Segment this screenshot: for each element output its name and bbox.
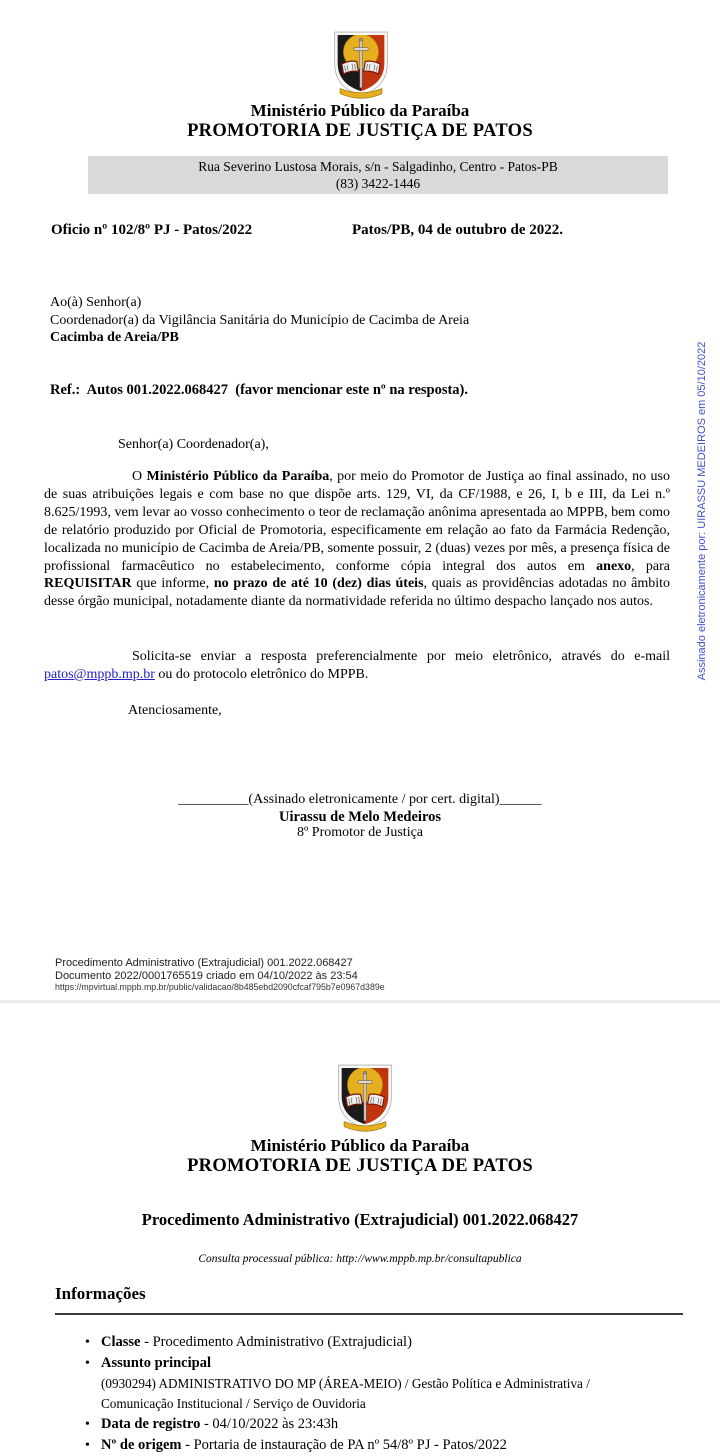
city-date: Patos/PB, 04 de outubro de 2022.: [352, 222, 563, 238]
signature-role: 8º Promotor de Justiça: [296, 825, 424, 840]
signature-line: __________(Assinado eletronicamente / por cert. digital)______: [178, 792, 542, 807]
ref-line: Ref.: Autos 001.2022.068427 (favor mencionar este nº na resposta).: [50, 382, 469, 398]
signed-note-vertical: Assinado eletronicamente por: UIRASSU MEDEIROS em 05/10/2022: [696, 341, 708, 681]
recipient-block: [50, 294, 469, 347]
item-detail: (0930294) ADMINISTRATIVO DO MP (ÁREA-MEIO) / Gestão Política e Administrativa / Comunicação Institucional / Serviço de Ouvidoria: [101, 1376, 590, 1411]
body-bold: anexo: [596, 558, 632, 574]
mppb-crest-icon: [333, 1063, 397, 1135]
item-label: Data de registro: [101, 1416, 201, 1432]
body-text: Solicita-se enviar a resposta preferencialmente por meio eletrônico, através do e-mail: [132, 649, 670, 664]
list-item-data-registro: [85, 1414, 670, 1435]
info-heading: Informações: [55, 1284, 146, 1303]
recipient-city: Cacimba de Areia/PB: [50, 330, 179, 345]
consulta-line: Consulta processual pública: http://www.mppb.mp.br/consultapublica: [198, 1253, 522, 1265]
body-text: , quais as providências adotadas no âmbito desse órgão municipal, notadamente diante da normatividade referida no último despacho lançado nos autos.: [44, 576, 670, 610]
mppb-crest-icon: [329, 30, 393, 102]
closing: Atenciosamente,: [128, 703, 222, 718]
body-text: que informe,: [131, 576, 214, 592]
proc-title: Procedimento Administrativo (Extrajudicial) 001.2022.068427: [141, 1210, 579, 1229]
body-text: O: [132, 469, 147, 484]
body-bold: Ministério Público da Paraíba: [146, 469, 330, 484]
page-divider: [0, 1000, 720, 1003]
body-text: ou do protocolo eletrônico do MPPB.: [154, 666, 369, 682]
item-label: Assunto principal: [101, 1355, 211, 1371]
dept-title: PROMOTORIA DE JUSTIÇA DE PATOS: [187, 121, 533, 141]
oficio-number: Oficio nº 102/8º PJ - Patos/2022: [51, 222, 253, 238]
footer-proc-line: Procedimento Administrativo (Extrajudicial) 001.2022.068427: [55, 957, 353, 969]
signature-name: Uirassu de Melo Medeiros: [278, 808, 442, 825]
org-title: Ministério Público da Paraíba: [250, 101, 470, 120]
signature-block: [0, 792, 720, 842]
org-title: Ministério Público da Paraíba: [250, 1136, 470, 1155]
info-rule: [55, 1313, 683, 1315]
body-paragraph-2: [44, 648, 670, 684]
address-line: Rua Severino Lustosa Morais, s/n - Salgadinho, Centro - Patos-PB: [198, 159, 558, 174]
dept-title: PROMOTORIA DE JUSTIÇA DE PATOS: [187, 1156, 533, 1176]
list-item-assunto: [85, 1353, 670, 1414]
body-bold: REQUISITAR: [44, 576, 132, 592]
footer-doc-line: Documento 2022/0001765519 criado em 04/10/2022 às 23:54: [55, 969, 358, 982]
list-item-classe: [85, 1332, 670, 1353]
document-footer: [55, 957, 385, 993]
item-value: - Procedimento Administrativo (Extrajudicial): [140, 1334, 412, 1350]
item-value: - Portaria de instauração de PA nº 54/8º PJ - Patos/2022: [181, 1437, 507, 1453]
body-bold: no prazo de até 10 (dez) dias úteis: [213, 576, 424, 592]
item-label: Nº de origem: [101, 1437, 182, 1453]
salutation: Senhor(a) Coordenador(a),: [118, 437, 269, 452]
list-item-num-origem: [85, 1435, 670, 1456]
body-text: , para: [631, 558, 670, 574]
email-link[interactable]: patos@mppb.mp.br: [44, 666, 155, 682]
body-text: , por meio do Promotor de Justiça ao final assinado, no uso de suas atribuições legais e com base no que dispõe arts. 129, VI, da CF/1988, e 26, I, b e III, da Lei n.º 8.625/1993, vem levar ao vosso conhecimento o teor de reclamação anônima apresentada ao MPPB, bem como de relatório produzido por Oficial de Promotoria, especificamente em relação ao fato da Farmácia Redenção, localizada no município de Cacimba de Areia/PB, somente possuir, 2 (duas) vezes por mês, a presença física de profissional farmacêutico no estabelecimento, conforme cópia integral dos autos em: [44, 469, 670, 574]
footer-validation-url: https://mpvirtual.mppb.mp.br/public/validacao/8b485ebd2090cfcaf795b7e0967d389e: [55, 982, 385, 992]
body-paragraph-1: [44, 468, 670, 611]
recipient-line: Ao(à) Senhor(a): [50, 295, 142, 310]
address-bar: [88, 156, 668, 194]
info-list: [85, 1332, 670, 1456]
phone-line: (83) 3422-1446: [335, 176, 421, 191]
item-value: - 04/10/2022 às 23:43h: [200, 1416, 339, 1432]
recipient-line: Coordenador(a) da Vigilância Sanitária do Município de Cacimba de Areia: [50, 312, 470, 328]
item-label: Classe: [101, 1334, 141, 1350]
